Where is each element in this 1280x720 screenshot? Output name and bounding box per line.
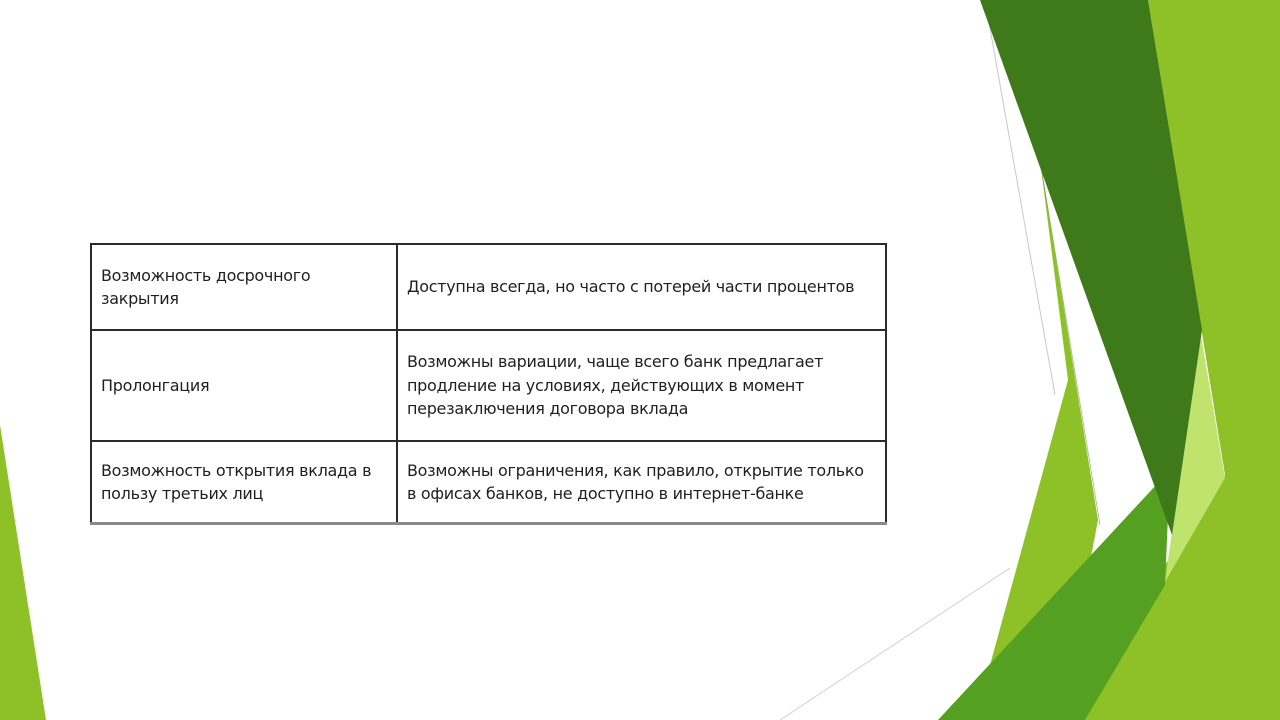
table-row — [91, 330, 886, 441]
table-row — [91, 441, 886, 524]
feature-cell: Возможность открытия вклада в пользу третьих лиц — [91, 441, 397, 524]
description-cell: Возможны ограничения, как правило, открытие только в офисах банков, не доступно в интернет-банке — [397, 441, 886, 524]
description-cell: Возможны вариации, чаще всего банк предлагает продление на условиях, действующих в момент перезаключения договора вклада — [397, 330, 886, 441]
feature-cell: Пролонгация — [91, 330, 397, 441]
feature-cell: Возможность досрочного закрытия — [91, 244, 397, 330]
left-green-sliver — [0, 425, 46, 720]
table-row — [91, 244, 886, 330]
comparison-table — [90, 243, 887, 525]
description-cell: Доступна всегда, но часто с потерей части процентов — [397, 244, 886, 330]
comparison-table-container — [90, 243, 887, 525]
